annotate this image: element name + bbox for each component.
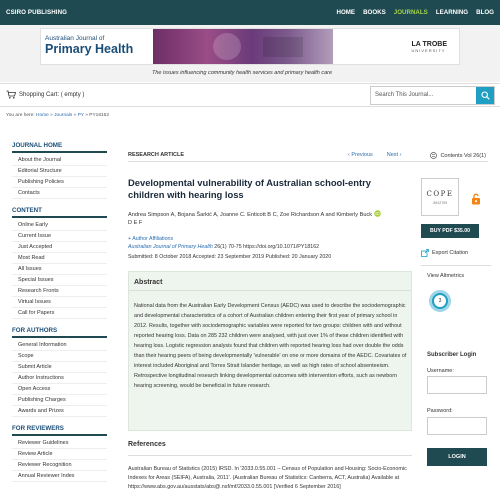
- cart-search-bar: [0, 83, 500, 107]
- search-button[interactable]: [476, 87, 494, 104]
- username-label: Username:: [427, 368, 454, 374]
- sidebar-item-publishing-charges[interactable]: Publishing Charges: [12, 395, 107, 406]
- sidebar-item-reviewer-recognition[interactable]: Reviewer Recognition: [12, 460, 107, 471]
- latrobe-name: LA TROBE: [411, 41, 447, 48]
- contents-label: Contents Vol 26(1): [440, 152, 486, 159]
- login-button[interactable]: LOGIN: [427, 448, 487, 466]
- sidebar-item-scope[interactable]: Scope: [12, 351, 107, 362]
- search-input[interactable]: Search This Journal...: [375, 92, 434, 98]
- username-field[interactable]: [427, 376, 487, 394]
- sidebar-item-all-issues[interactable]: All Issues: [12, 264, 107, 275]
- journal-link[interactable]: Australian Journal of Primary Health: [128, 244, 213, 250]
- breadcrumb-py[interactable]: PY: [77, 113, 84, 118]
- sidebar-item-submit-article[interactable]: Submit Article: [12, 362, 107, 373]
- sidebar-item-awards[interactable]: Awards and Prizes: [12, 406, 107, 417]
- article-authors: [128, 210, 413, 227]
- journal-banner[interactable]: [40, 28, 460, 65]
- sidebar-item-reviewer-index[interactable]: Annual Reviewer Index: [12, 471, 107, 482]
- abstract-text: National data from the Australian Early Development Census (AEDC) was used to describe the sociodemographic and developmental characteristics of a cohort of Australian children entering their first year of primary school in 2012. Results, together with sociodemographic variables were reported for two groups: children with and without reported hearing loss. Data on 285 232 children were analysed, with just over 1% of these children identified with hearing loss. Logistic regression analysis found that children with reported hearing loss had over double the odds than their hearing peers of being developmentally 'vulnerable' on one or more domains of the AEDC. Covariates of interest included Aboriginal and Torres Strait Islander heritage, as well as high rates of school absenteeism. Retrospective longitudinal research linking developmental outcomes with intervention efforts, such as newborn hearing screening, would be beneficial in future research.: [134, 303, 407, 389]
- sidebar-item-contacts[interactable]: Contacts: [12, 188, 107, 199]
- sidebar-heading-for-reviewers[interactable]: FOR REVIEWERS: [12, 423, 107, 436]
- orcid-icon[interactable]: [374, 210, 381, 217]
- cart-label: Shopping Cart: ( empty ): [19, 91, 85, 98]
- export-label: Export Citation: [432, 250, 469, 256]
- doi-text[interactable]: 26(1) 70-75 https://doi.org/10.1071/PY18162: [212, 244, 320, 250]
- breadcrumb-journals[interactable]: Journals: [54, 113, 73, 118]
- sidebar: [12, 140, 107, 482]
- altmetric-score: 3: [434, 295, 446, 307]
- subscriber-login-heading: Subscriber Login: [427, 352, 477, 358]
- shopping-cart[interactable]: [6, 90, 84, 99]
- buy-pdf-button[interactable]: BUY PDF $35.00: [421, 224, 479, 238]
- cope-text: COPE: [426, 190, 454, 198]
- sidebar-item-research-fronts[interactable]: Research Fronts: [12, 286, 107, 297]
- banner-photo: [153, 29, 333, 64]
- journal-tagline: The issues influencing community health services and primary health care: [152, 70, 333, 76]
- next-link[interactable]: Next ›: [386, 152, 402, 158]
- nav-learning[interactable]: LEARNING: [435, 9, 469, 16]
- author-affiliation-marks: D E F: [128, 220, 143, 226]
- sidebar-heading-for-authors[interactable]: FOR AUTHORS: [12, 325, 107, 338]
- top-nav-links: [337, 0, 495, 25]
- journal-search: [370, 86, 495, 105]
- altmetric-badge[interactable]: [429, 290, 451, 312]
- cope-member-id: JM12709: [432, 201, 448, 205]
- journal-name-large: Primary Health: [45, 42, 134, 56]
- breadcrumb-current: PY18162: [89, 113, 110, 118]
- breadcrumb-home[interactable]: Home: [35, 113, 49, 118]
- journal-name-small: Australian Journal of: [45, 35, 105, 42]
- sidebar-heading-content[interactable]: CONTENT: [12, 205, 107, 218]
- export-citation-link[interactable]: [421, 249, 468, 257]
- sidebar-item-current-issue[interactable]: Current Issue: [12, 231, 107, 242]
- sidebar-item-special-issues[interactable]: Special Issues: [12, 275, 107, 286]
- article-dates: Submitted: 8 October 2018 Accepted: 23 September 2019 Published: 20 January 2020: [128, 254, 332, 260]
- sidebar-heading-journal-home[interactable]: JOURNAL HOME: [12, 140, 107, 153]
- nav-journals[interactable]: JOURNALS: [393, 9, 428, 16]
- journal-logo: [41, 29, 151, 64]
- reference-item: Australian Bureau of Statistics (2015) IRSD. In '2033.0.55.001 – Census of Population and Housing: Socio-Economic Indexes for Areas (SEIFA), Australia, 2011'. (Australian Bureau of Statistics: Canberra, ACT, Australia) Available at https://www.abs.gov.au/ausstats/abs@.nsf/mf/2033.0.55.001 [Verified 6 September 2016]: [128, 466, 407, 490]
- contents-link[interactable]: [430, 152, 486, 159]
- latrobe-sub: UNIVERSITY: [411, 48, 446, 53]
- article-type: RESEARCH ARTICLE: [128, 152, 185, 158]
- contents-icon: [430, 152, 437, 159]
- previous-link[interactable]: ‹ Previous: [348, 152, 373, 158]
- breadcrumb-prefix: You are here:: [6, 113, 35, 118]
- altmetrics-label[interactable]: View Altmetrics: [427, 273, 465, 279]
- sidebar-item-review-article[interactable]: Review Article: [12, 449, 107, 460]
- sidebar-item-editorial[interactable]: Editorial Structure: [12, 166, 107, 177]
- abstract-heading: Abstract: [134, 279, 163, 286]
- open-access-icon: [471, 193, 481, 205]
- top-navbar: [0, 0, 500, 25]
- search-icon: [481, 91, 490, 100]
- sidebar-item-general-info[interactable]: General Information: [12, 340, 107, 351]
- article-toolbar: [128, 150, 488, 162]
- breadcrumb: You are here: Home » Journals » PY » PY18162: [6, 113, 110, 118]
- references-heading: References: [128, 441, 166, 448]
- author-affiliations-link[interactable]: + Author Affiliations: [128, 236, 174, 242]
- cope-logo[interactable]: [421, 178, 459, 216]
- article-title: Developmental vulnerability of Australian school-entry children with hearing loss: [128, 177, 371, 200]
- export-icon: [421, 249, 429, 257]
- sidebar-item-author-instructions[interactable]: Author Instructions: [12, 373, 107, 384]
- sidebar-item-online-early[interactable]: Online Early: [12, 220, 107, 231]
- sidebar-item-reviewer-guidelines[interactable]: Reviewer Guidelines: [12, 438, 107, 449]
- sidebar-item-virtual-issues[interactable]: Virtual Issues: [12, 297, 107, 308]
- sidebar-item-policies[interactable]: Publishing Policies: [12, 177, 107, 188]
- cart-icon: [6, 90, 16, 99]
- password-label: Password:: [427, 408, 453, 414]
- sidebar-item-about[interactable]: About the Journal: [12, 155, 107, 166]
- abstract-box: [128, 271, 412, 431]
- nav-blog[interactable]: BLOG: [476, 9, 494, 16]
- sidebar-item-most-read[interactable]: Most Read: [12, 253, 107, 264]
- author-list[interactable]: Andrea Simpson A, Bojana Šarkić A, Joanne C. Enticott B C, Zoe Richardson A and Kimberly Buck: [128, 212, 373, 218]
- nav-books[interactable]: BOOKS: [363, 9, 386, 16]
- svg-text:iD: iD: [374, 211, 380, 217]
- nav-home[interactable]: HOME: [336, 9, 356, 16]
- citation-line: [128, 244, 319, 250]
- latrobe-logo: [411, 41, 447, 53]
- article-pager: [348, 152, 401, 158]
- sidebar-item-just-accepted[interactable]: Just Accepted: [12, 242, 107, 253]
- password-field[interactable]: [427, 417, 487, 435]
- sidebar-item-call-for-papers[interactable]: Call for Papers: [12, 308, 107, 319]
- sidebar-item-open-access[interactable]: Open Access: [12, 384, 107, 395]
- brand-logo[interactable]: CSIRO PUBLISHING: [6, 9, 68, 16]
- journal-banner-area: [0, 25, 500, 82]
